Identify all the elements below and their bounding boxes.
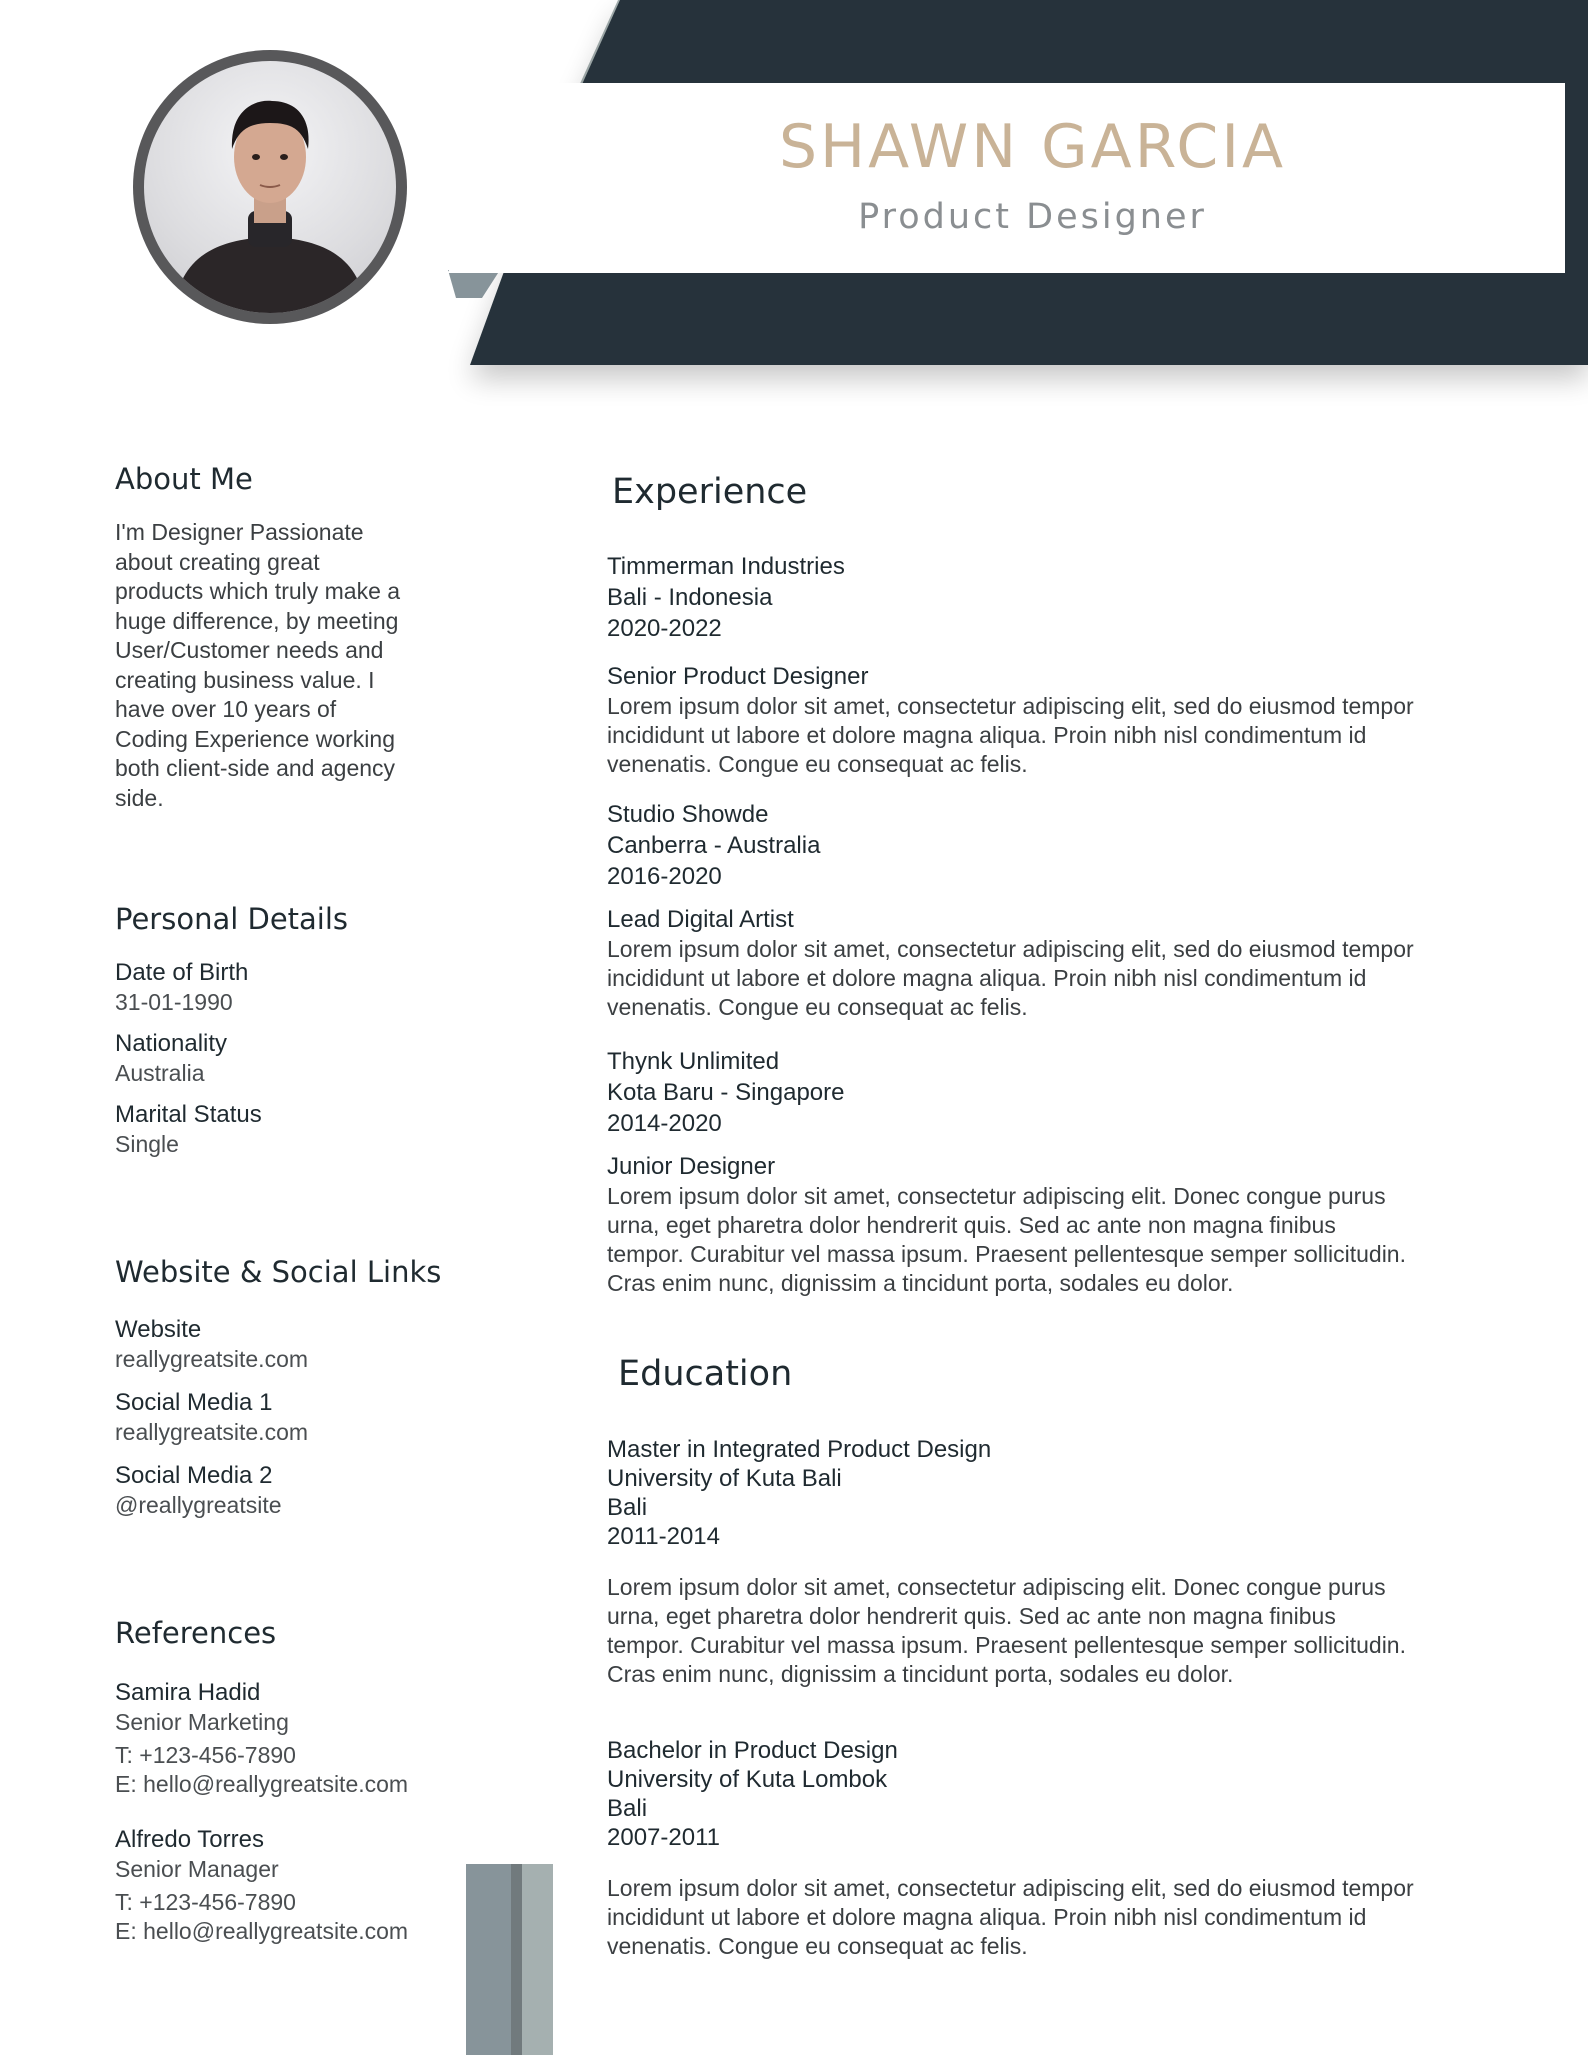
reference-phone: T: +123-456-7890 (115, 1889, 296, 1915)
link-label: Social Media 2 (115, 1462, 273, 1489)
header-stripe-lower (448, 270, 500, 298)
education-heading: Education (618, 1354, 793, 1394)
description-line: urna, eget pharetra dolor hendrerit quis. Sed ac ante non magna finibus (607, 1603, 1336, 1629)
description-line: urna, eget pharetra dolor hendrerit quis. Sed ac ante non magna finibus (607, 1212, 1336, 1238)
about-text (115, 518, 455, 813)
about-heading: About Me (115, 462, 253, 496)
reference-item (115, 1825, 515, 1946)
school: University of Kuta Bali (607, 1465, 842, 1492)
years: 2016-2020 (607, 863, 722, 890)
description-line: Lorem ipsum dolor sit amet, consectetur adipiscing elit, sed do eiusmod tempor (607, 936, 1414, 962)
website-link[interactable]: reallygreatsite.com (115, 1346, 309, 1372)
description-line: venenatis. Congue eu consequat ac felis. (607, 1933, 1028, 1959)
candidate-title: Product Designer (858, 197, 1207, 237)
experience-heading: Experience (612, 472, 808, 512)
portrait-photo (144, 61, 396, 313)
about-line: creating business value. I (115, 666, 375, 693)
links-section (115, 1255, 515, 1520)
detail-label: Marital Status (115, 1101, 262, 1128)
experience-item (607, 551, 1487, 779)
description-line: Lorem ipsum dolor sit amet, consectetur adipiscing elit. Donec congue purus (607, 1183, 1386, 1209)
footer-stripe-light (522, 1864, 553, 2055)
education-item (607, 1435, 1487, 1689)
experience-item (607, 799, 1487, 1022)
school: University of Kuta Lombok (607, 1766, 888, 1793)
place: Bali (607, 1795, 648, 1822)
about-line: huge difference, by meeting (115, 607, 399, 634)
role: Senior Product Designer (607, 663, 869, 690)
location: Bali - Indonesia (607, 584, 773, 611)
portrait-illustration (144, 61, 396, 313)
reference-email[interactable]: E: hello@reallygreatsite.com (115, 1918, 409, 1944)
experience-section (607, 472, 1487, 1298)
footer-stripe-dark (511, 1864, 522, 2055)
years: 2020-2022 (607, 615, 722, 642)
personal-heading: Personal Details (115, 902, 349, 936)
description-line: Lorem ipsum dolor sit amet, consectetur adipiscing elit, sed do eiusmod tempor (607, 693, 1414, 719)
about-line: I'm Designer Passionate (115, 519, 364, 545)
education-section (607, 1354, 1487, 1961)
company: Studio Showde (607, 801, 769, 828)
description-line: incididunt ut labore et dolore magna aliqua. Proin nibh nisl condimentum id (607, 1904, 1367, 1930)
reference-item (115, 1678, 515, 1799)
link-item (115, 1315, 515, 1374)
references-heading: References (115, 1616, 277, 1650)
reference-name: Alfredo Torres (115, 1826, 264, 1853)
degree: Bachelor in Product Design (607, 1737, 898, 1764)
detail-value: Australia (115, 1060, 205, 1086)
about-line: have over 10 years of (115, 696, 337, 722)
footer-stripe-mid (466, 1864, 511, 2055)
detail-label: Nationality (115, 1030, 228, 1057)
degree: Master in Integrated Product Design (607, 1436, 992, 1463)
role: Lead Digital Artist (607, 906, 794, 933)
about-line: products which truly make a (115, 578, 401, 604)
reference-phone: T: +123-456-7890 (115, 1742, 296, 1768)
about-line: both client-side and agency (115, 755, 396, 781)
detail-value: 31-01-1990 (115, 989, 233, 1015)
about-section (115, 462, 455, 813)
social-link-2[interactable]: @reallygreatsite (115, 1492, 282, 1518)
experience-item (607, 1046, 1487, 1298)
about-line: Coding Experience working (115, 725, 395, 752)
description-line: tempor. Curabitur vel massa ipsum. Praesent pellentesque semper sollicitudin. (607, 1632, 1406, 1658)
detail-item (115, 1100, 455, 1159)
about-line: User/Customer needs and (115, 637, 384, 663)
company: Thynk Unlimited (607, 1048, 780, 1075)
description-line: incididunt ut labore et dolore magna aliqua. Proin nibh nisl condimentum id (607, 722, 1367, 748)
detail-label: Date of Birth (115, 959, 249, 986)
description-line: Cras enim nunc, dignissim a tincidunt porta, sodales eu dolor. (607, 1270, 1234, 1296)
reference-role: Senior Manager (115, 1856, 279, 1882)
education-item (607, 1736, 1487, 1961)
link-item (115, 1388, 515, 1447)
personal-details-section (115, 902, 455, 1159)
reference-email[interactable]: E: hello@reallygreatsite.com (115, 1771, 409, 1797)
description-line: tempor. Curabitur vel massa ipsum. Praesent pellentesque semper sollicitudin. (607, 1241, 1406, 1267)
location: Kota Baru - Singapore (607, 1079, 845, 1106)
description-line: Lorem ipsum dolor sit amet, consectetur adipiscing elit, sed do eiusmod tempor (607, 1875, 1414, 1901)
reference-name: Samira Hadid (115, 1679, 261, 1706)
description-line: incididunt ut labore et dolore magna aliqua. Proin nibh nisl condimentum id (607, 965, 1367, 991)
description-line: venenatis. Congue eu consequat ac felis. (607, 751, 1028, 777)
link-label: Website (115, 1316, 202, 1343)
candidate-name: SHAWN GARCIA (778, 112, 1287, 182)
link-item (115, 1461, 515, 1520)
description-line: venenatis. Congue eu consequat ac felis. (607, 994, 1028, 1020)
about-line: about creating great (115, 548, 320, 575)
links-heading: Website & Social Links (115, 1255, 442, 1289)
years: 2011-2014 (607, 1523, 720, 1550)
role: Junior Designer (607, 1153, 776, 1180)
detail-item (115, 1029, 455, 1088)
company: Timmerman Industries (607, 553, 845, 580)
description-line: Cras enim nunc, dignissim a tincidunt porta, sodales eu dolor. (607, 1661, 1234, 1687)
avatar (133, 50, 407, 324)
description-line: Lorem ipsum dolor sit amet, consectetur adipiscing elit. Donec congue purus (607, 1574, 1386, 1600)
place: Bali (607, 1494, 648, 1521)
years: 2014-2020 (607, 1110, 722, 1137)
about-line: side. (115, 784, 164, 811)
years: 2007-2011 (607, 1824, 720, 1851)
link-label: Social Media 1 (115, 1389, 273, 1416)
detail-value: Single (115, 1131, 179, 1157)
reference-role: Senior Marketing (115, 1709, 289, 1735)
detail-item (115, 958, 455, 1017)
location: Canberra - Australia (607, 832, 821, 859)
references-section (115, 1616, 515, 1946)
social-link-1[interactable]: reallygreatsite.com (115, 1419, 309, 1445)
